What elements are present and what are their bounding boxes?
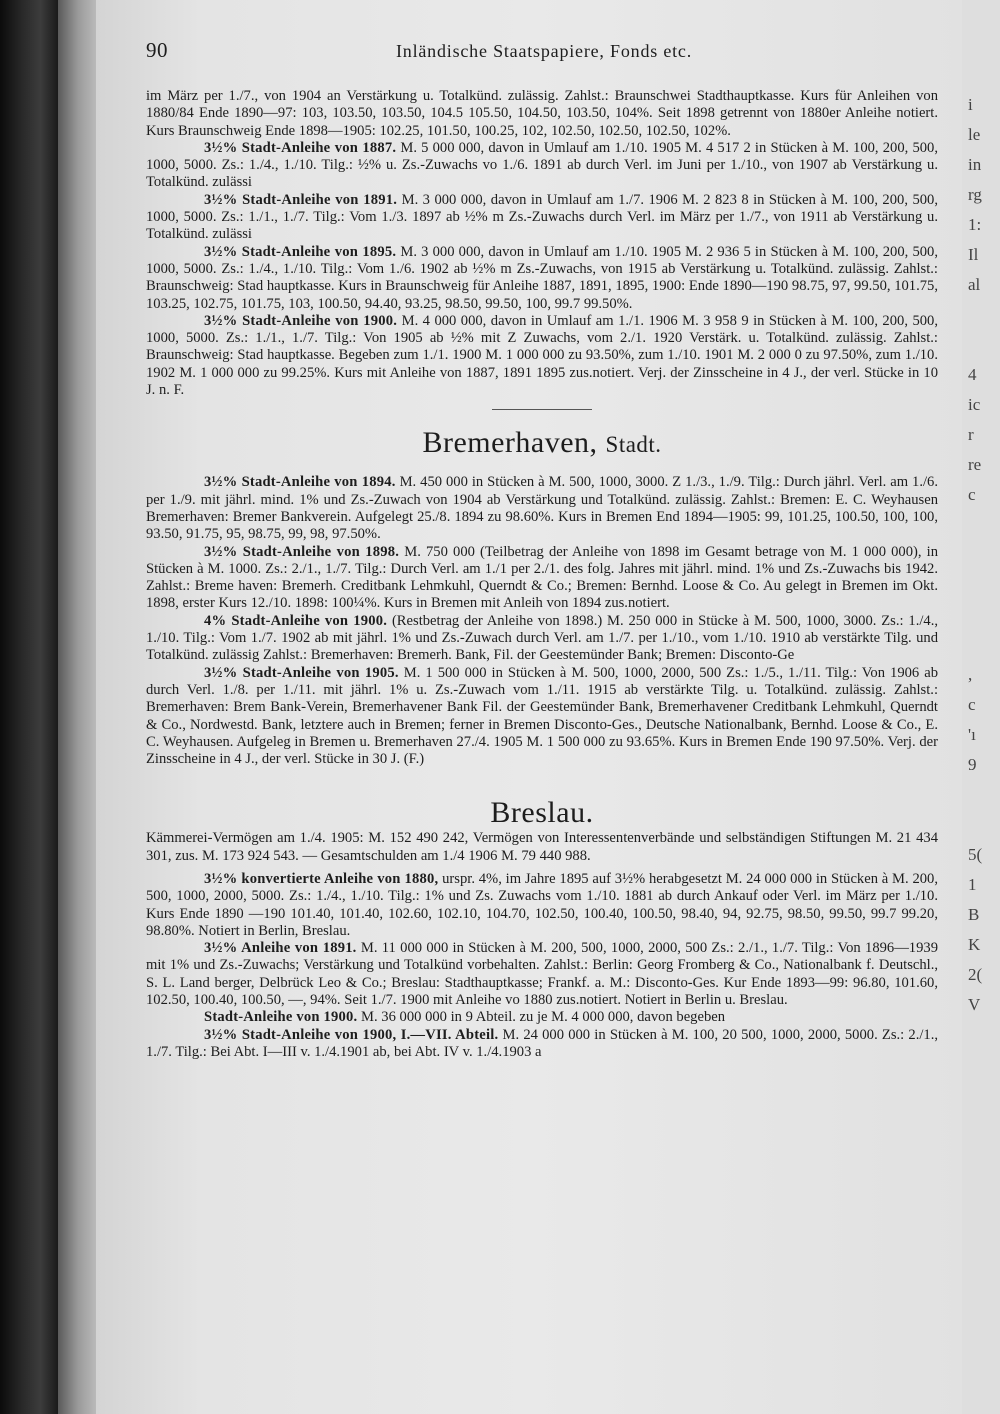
entry: 3½% konvertierte Anleihe von 1880, urspr. 4%, im Jahre 1895 auf 3½% herabgesetzt M. 24 000 000 in Stücken à M. 200, 500, 1000, 2000, 5000. Zs.: 1./4., 1./10. Tilg.: 1% und Zs. Zuwachs vom 1./10. 1881 ab durch Ankauf oder Verl. im März per 1./10. Kurs Ende 1890 —190 101.40, 101.40, 102.60, 102.10, 104.70, 102.50, 100.40, 100.50, 98.40, 94, 92.75, 98.50, 99.50, 99.7 99.20, 98.80%. Notiert in Berlin, Breslau.	[146, 870, 938, 939]
entry: 4% Stadt-Anleihe von 1900. (Restbetrag der Anleihe von 1898.) M. 250 000 in Stücke à M. 500, 1000, 3000. Zs.: 1./4., 1./10. Tilg.: Vom 1./7. 1902 ab mit jährl. 1% und Zs.-Zuwach durch Verl. am 1./7. per 1./10., vom 1./10. 1910 ab verstärkte Tilg. und Totalkünd. zulässig Zahlst.: Bremerhaven: Bremerh. Bank, Fil. der Geestemünder Bank; Bremen: Disconto-Ge	[146, 612, 938, 664]
entry: 3½% Stadt-Anleihe von 1887. M. 5 000 000, davon in Umlauf am 1./10. 1905 M. 4 517 2 in Stücken à M. 100, 200, 500, 1000, 5000. Zs.: 1./4., 1./10. Tilg.: ½% u. Zs.-Zuwachs vo 1./6. 1891 ab durch Verl. im Juni per 1./10., von 1907 ab Verstärkung u. Totalkünd. zulässi	[146, 139, 938, 191]
entry: 3½% Stadt-Anleihe von 1891. M. 3 000 000, davon in Umlauf am 1./7. 1906 M. 2 823 8 in Stücken à M. 100, 200, 500, 1000, 5000. Zs.: 1./1., 1./7. Tilg.: Vom 1./3. 1897 ab ½% m Zs.-Zuwachs durch Verl. im März per 1./7., von 1911 ab Verstärkung u. Totalkünd. zulässi	[146, 191, 938, 243]
section-intro: Kämmerei-Vermögen am 1./4. 1905: M. 152 490 242, Vermögen von Interessentenverbände und selbständigen Stiftungen M. 21 434 301, zus. M. 173 924 543. — Gesamtschulden am 1./4 1906 M. 79 440 988.	[146, 830, 938, 864]
page-number: 90	[146, 38, 168, 62]
section-divider	[492, 409, 592, 410]
entry: 3½% Stadt-Anleihe von 1895. M. 3 000 000, davon in Umlauf am 1./10. 1905 M. 2 936 5 in Stücken à M. 100, 200, 500, 1000, 5000. Zs.: 1./4., 1./10. Tilg.: Vom 1./6. 1902 ab ½% m Zs.-Zuwachs, von 1915 ab Verstärkung u. Totalkünd. zulässig. Zahlst.: Braunschweig: Stad hauptkasse. Kurs in Braunschweig für Anleihe 1887, 1891, 1895, 1900: Ende 1890—190 98.75, 97, 99.50, 101.75, 103.25, 102.75, 101.75, 103, 100.50, 94.40, 93.25, 98.50, 99.50, 100, 99.7 99.50%.	[146, 243, 938, 312]
entry: 3½% Stadt-Anleihe von 1905. M. 1 500 000 in Stücken à M. 500, 1000, 2000, 500 Zs.: 1./5., 1./11. Tilg.: Von 1906 ab durch Verl. 1./8. per 1./11. mit jährl. 1% u. Zs.-Zuwach vom 1./11. 1915 ab verstärkte Tilg. u. Totalkünd. zulässig. Zahlst.: Bremerhaven: Brem Bank-Verein, Bremerhavener Bank Fil. der Geestemünder Bank, Bremerhavener Creditbank Lehmkuhl, Querndt & Co., Nordwestd. Bank, letztere auch in Bremen; ferner in Bremen Disconto-Ges., Deutsche Nationalbank, Bernhd. Loose & Co., E. C. Weyhausen. Aufgeleg in Bremen u. Bremerhaven 27./4. 1905 M. 1 500 000 zu 93.65%. Kurs in Bremen Ende 190 97.50%. Verj. der Zinsscheine in 4 J., der verl. Stücke in 30 J. (F.)	[146, 664, 938, 768]
entry: Stadt-Anleihe von 1900. M. 36 000 000 in 9 Abteil. zu je M. 4 000 000, davon begeben	[204, 1009, 726, 1026]
facing-page-fragments: i le in rg 1: Il al 4 ic r re c , c 'ı 9 5( 1 B K 2( V	[968, 95, 983, 1014]
entry: 3½% Stadt-Anleihe von 1894. M. 450 000 in Stücken à M. 500, 1000, 3000. Z 1./3., 1./9. Tilg.: Durch jährl. Verl. am 1./6. per 1./9. mit jährl. mind. 1% und Zs.-Zuwach von 1904 ab Verstärkung und Totalkünd. zulässig. Zahlst.: Bremen: E. C. Weyhausen Bremerhaven: Bremer Bankverein. Aufgelegt 25./8. 1894 zu 98.60%. Kurs in Bremen End 1894—1905: 99, 101.25, 100.50, 100, 100, 93.50, 91.75, 95, 98.75, 99, 98, 97.50%.	[146, 474, 938, 543]
section-heading-breslau: Breslau.	[490, 796, 594, 830]
entry: 3½% Stadt-Anleihe von 1898. M. 750 000 (Teilbetrag der Anleihe von 1898 im Gesamt betrage von M. 1 000 000), in Stücken à M. 1000. Zs.: 2./1., 1./7. Tilg.: Durch Verl. am 1./1 per 2./1. des folg. Jahres mit jährl. mind. 1% und Zs.-Zuwachs bis 1942. Zahlst.: Breme haven: Bremerh. Creditbank Lehmkuhl, Querndt & Co.; Bremen: Bernhd. Loose & Co. Au gelegt in Bremen im Okt. 1898, erster Kurs 12./10. 1898: 100¼%. Kurs in Bremen mit Anleih von 1894 zus.notiert.	[146, 543, 938, 612]
entry: 3½% Stadt-Anleihe von 1900, I.—VII. Abteil. M. 24 000 000 in Stücken à M. 100, 20 500, 1000, 2000, 5000. Zs.: 2./1., 1./7. Tilg.: Bei Abt. I—III v. 1./4.1901 ab, bei Abt. IV v. 1./4.1903 a	[146, 1026, 938, 1060]
page-header	[146, 38, 946, 68]
section-heading-bremerhaven: Bremerhaven, Stadt.	[422, 426, 662, 460]
entry: 3½% Anleihe von 1891. M. 11 000 000 in Stücken à M. 200, 500, 1000, 2000, 500 Zs.: 2./1., 1./7. Tilg.: Von 1896—1939 mit 1% und Zs.-Zuwachs; Verstärkung und Totalkünd vorbehalten. Zahlst.: Berlin: Georg Fromberg & Co., Nationalbank f. Deutschl., S. L. Land berger, Delbrück Leo & Co.; Breslau: Stadthauptkasse; Frankf. a. M.: Disconto-Ges. Kur Ende 1893—99: 96.80, 101.60, 102.50, 100.40, 100.50, —, 94%. Seit 1./7. 1900 mit Anleihe vo 1880 zus.notiert. Notiert in Berlin u. Breslau.	[146, 940, 938, 1009]
entry: im März per 1./7., von 1904 an Verstärkung u. Totalkünd. zulässig. Zahlst.: Braunschwei Stadthauptkasse. Kurs für Anleihen von 1880/84 Ende 1890—97: 103, 103.50, 103.50, 104.5 105.50, 104.50, 103.50, 104%. Seit 1898 getrennt von 1880er Anleihe notiert. Kurs Braunschweig Ende 1898—1905: 102.25, 101.50, 100.25, 102, 102.50, 102.50, 102.50, 102%.	[146, 88, 938, 139]
entry: 3½% Stadt-Anleihe von 1900. M. 4 000 000, davon in Umlauf am 1./1. 1906 M. 3 958 9 in Stücken à M. 100, 200, 500, 1000, 5000. Zs.: 1./1., 1./7. Tilg.: Von 1905 ab ½% mit Z Zuwachs, vom 2./1. 1920 Verstärk. u. Totalkünd. zulässig. Zahlst.: Braunschweig: Stad hauptkasse. Begeben zum 1./1. 1900 M. 1 000 000 zu 93.50%, zum 1./10. 1901 M. 2 000 0 zu 97.50%, zum 1./10. 1902 M. 1 000 000 zu 99.25%. Kurs mit Anleihe von 1887, 1891 1895 zus.notiert. Verj. der Zinsscheine in 4 J., der verl. Stücke in 10 J. n. F.	[146, 312, 938, 399]
book-binding-shadow	[0, 0, 58, 1414]
running-head: Inländische Staatspapiere, Fonds etc.	[396, 41, 693, 61]
page-text	[146, 88, 938, 1061]
